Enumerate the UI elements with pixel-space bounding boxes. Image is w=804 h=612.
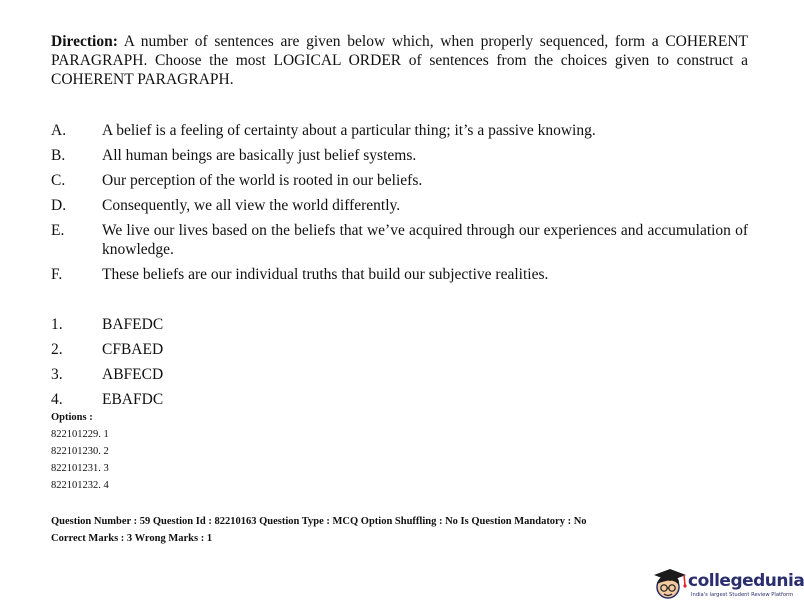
choice-number: 4. xyxy=(51,391,63,408)
sentence-item xyxy=(51,221,748,259)
sentence-item xyxy=(51,146,748,165)
direction-text: A number of sentences are given below which, when properly sequenced, form a COHERENT PARAGRAPH. Choose the most LOGICAL ORDER of sentences from the choices given to construct a COHERENT PARAGRAPH. xyxy=(51,33,748,88)
option-id-item: 822101231. 3 xyxy=(51,463,109,474)
choice-sequence: EBAFDC xyxy=(102,391,164,408)
option-id-item: 822101232. 4 xyxy=(51,480,109,491)
option-id-item: 822101229. 1 xyxy=(51,429,109,440)
sentence-item xyxy=(51,196,748,215)
choice-sequence: BAFEDC xyxy=(102,316,164,333)
answer-choice[interactable] xyxy=(51,340,351,359)
logo-tagline: India's largest Student Review Platform xyxy=(691,592,794,598)
sentence-item xyxy=(51,265,748,284)
direction-paragraph xyxy=(51,32,748,89)
question-metadata xyxy=(51,513,587,547)
sentence-text: A belief is a feeling of certainty about a particular thing; it’s a passive knowing. xyxy=(102,122,596,139)
sentence-item xyxy=(51,121,748,140)
choice-number: 3. xyxy=(51,366,63,383)
choice-number: 2. xyxy=(51,341,63,358)
sentence-list xyxy=(51,121,748,290)
sentence-label: F. xyxy=(51,266,63,283)
sentence-label: B. xyxy=(51,147,66,164)
choice-sequence: ABFECD xyxy=(102,366,164,383)
sentence-text: We live our lives based on the beliefs that we’ve acquired through our experiences and accumulation of knowledge. xyxy=(102,222,748,258)
answer-choice[interactable] xyxy=(51,315,351,334)
logo-brand-text: collegedunia xyxy=(688,571,804,591)
marks-line: Correct Marks : 3 Wrong Marks : 1 xyxy=(51,533,213,544)
options-heading: Options : xyxy=(51,412,93,423)
question-info-line: Question Number : 59 Question Id : 82210163 Question Type : MCQ Option Shuffling : No Is Question Mandatory : No xyxy=(51,516,587,527)
answer-choice-list xyxy=(51,315,351,415)
answer-choice[interactable] xyxy=(51,390,351,409)
sentence-label: E. xyxy=(51,222,65,239)
option-id-item: 822101230. 2 xyxy=(51,446,109,457)
collegedunia-logo xyxy=(652,565,804,605)
sentence-label: D. xyxy=(51,197,67,214)
sentence-text: Consequently, we all view the world differently. xyxy=(102,197,401,214)
answer-choice[interactable] xyxy=(51,365,351,384)
direction-label: Direction: xyxy=(51,33,118,50)
choice-sequence: CFBAED xyxy=(102,341,164,358)
sentence-label: C. xyxy=(51,172,66,189)
sentence-text: These beliefs are our individual truths that build our subjective realities. xyxy=(102,266,549,283)
choice-number: 1. xyxy=(51,316,63,333)
graduate-mascot-icon xyxy=(652,565,688,605)
sentence-item xyxy=(51,171,748,190)
sentence-label: A. xyxy=(51,122,67,139)
sentence-text: All human beings are basically just belief systems. xyxy=(102,147,417,164)
sentence-text: Our perception of the world is rooted in our beliefs. xyxy=(102,172,423,189)
option-ids xyxy=(51,409,109,494)
